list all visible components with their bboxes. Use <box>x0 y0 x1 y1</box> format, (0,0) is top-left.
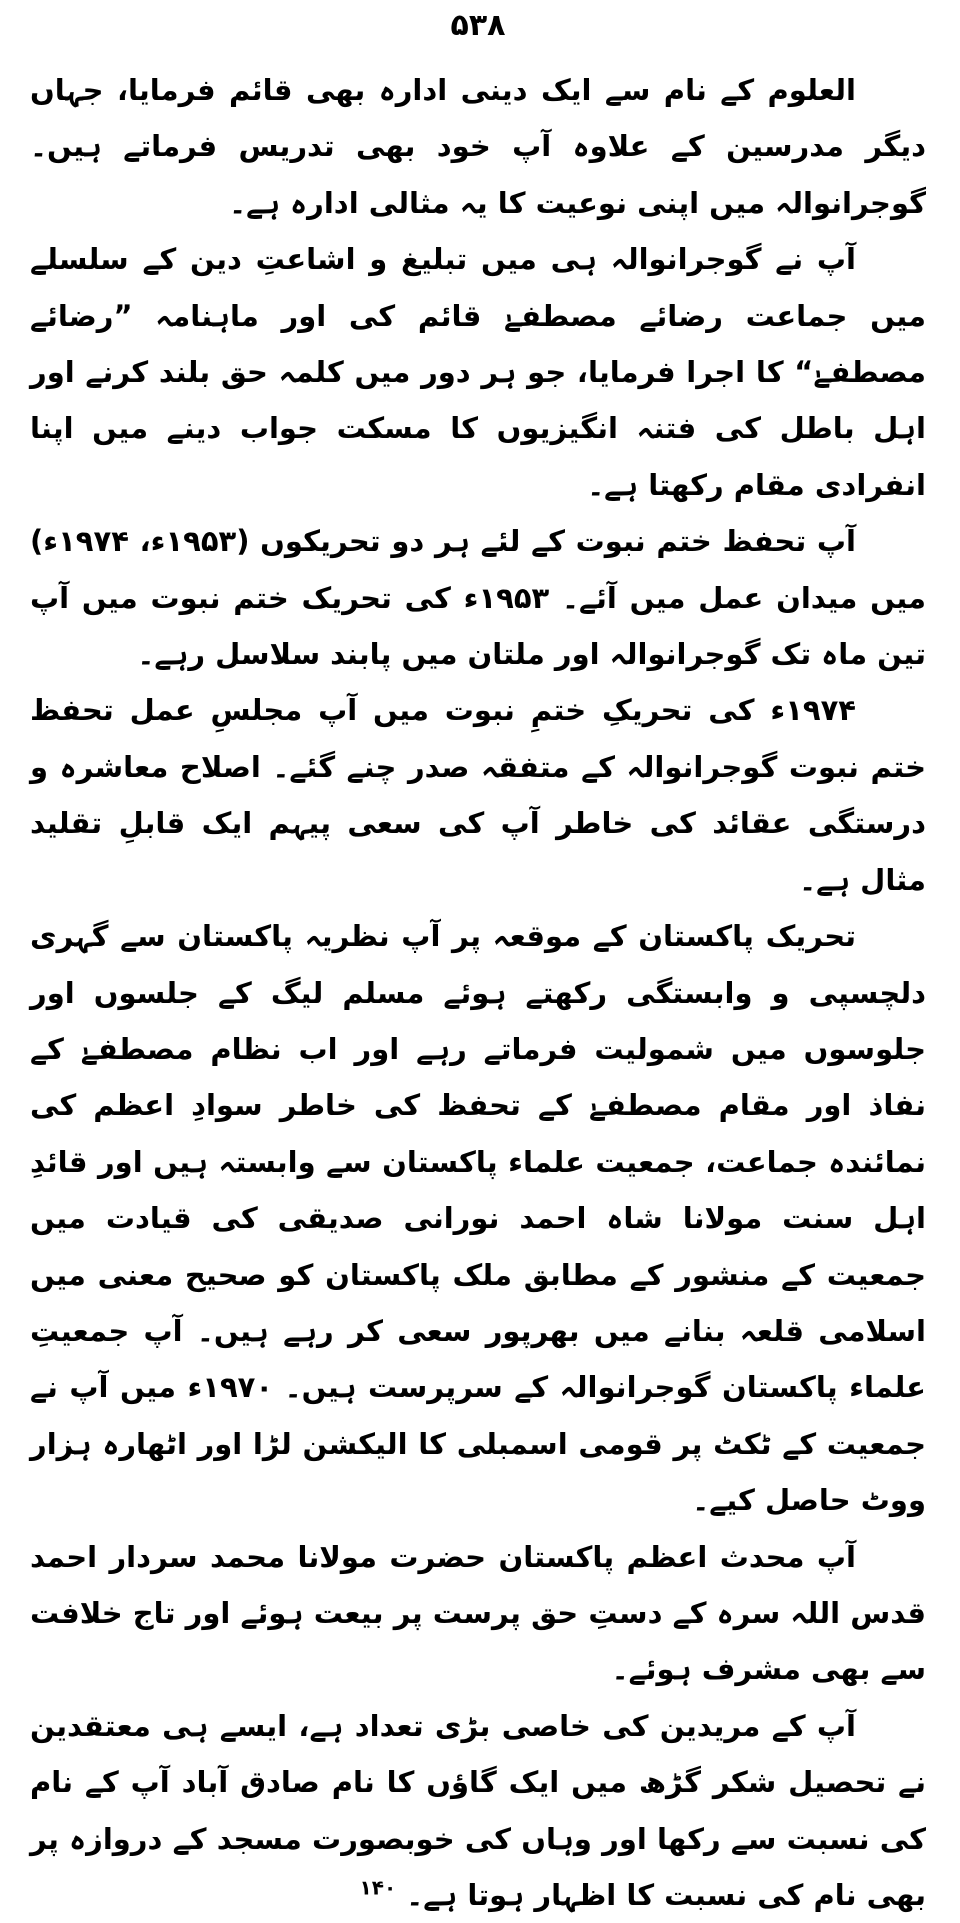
paragraph-7-text: آپ کے مریدین کی خاصی بڑی تعداد ہے، ایسے ہی معتقدین نے تحصیل شکر گڑھ میں ایک گاؤں کا نام صادق آباد آپ کے نام کی نسبت سے رکھا اور وہاں کی خوبصورت مسجد کے دروازہ پر بھی نام کی نسبت کا اظہار ہوتا ہے۔ <box>30 1708 926 1912</box>
paragraph-3: آپ تحفظ ختم نبوت کے لئے ہر دو تحریکوں (۱۹۵۳ء، ۱۹۷۴ء) میں میدان عمل میں آئے۔ ۱۹۵۳ء کی تحریک ختم نبوت میں آپ تین ماہ تک گوجرانوالہ اور ملتان میں پابند سلاسل رہے۔ <box>30 524 926 672</box>
paragraph-2: آپ نے گوجرانوالہ ہی میں تبلیغ و اشاعتِ دین کے سلسلے میں جماعت رضائے مصطفےٰ قائم کی اور ماہنامہ ”رضائے مصطفےٰ“ کا اجرا فرمایا، جو ہر دور میں کلمہ حق بلند کرنے اور اہل باطل کی فتنہ انگیزیوں کا مسکت جواب دینے میں اپنا انفرادی مقام رکھتا ہے۔ <box>30 242 926 502</box>
paragraph-5: تحریک پاکستان کے موقعہ پر آپ نظریہ پاکستان سے گہری دلچسپی و وابستگی رکھتے ہوئے مسلم لیگ کے جلسوں اور جلوسوں میں شمولیت فرماتے رہے اور اب نظام مصطفےٰ کے نفاذ اور مقام مصطفےٰ کے تحفظ کی خاطر سوادِ اعظم کی نمائندہ جماعت، جمعیت علماء پاکستان سے وابستہ ہیں اور قائدِ اہل سنت مولانا شاہ احمد نورانی صدیقی کی قیادت میں جمعیت کے منشور کے مطابق ملک پاکستان کو صحیح معنی میں اسلامی قلعہ بنانے میں بھرپور سعی کر رہے ہیں۔ آپ جمعیتِ علماء پاکستان گوجرانوالہ کے سرپرست ہیں۔ ۱۹۷۰ء میں آپ نے جمعیت کے ٹکٹ پر قومی اسمبلی کا الیکشن لڑا اور اٹھارہ ہزار ووٹ حاصل کیے۔ <box>30 919 926 1518</box>
paragraph-1: العلوم کے نام سے ایک دینی ادارہ بھی قائم فرمایا، جہاں دیگر مدرسین کے علاوہ آپ خود بھی تدریس فرماتے ہیں۔ گوجرانوالہ میں اپنی نوعیت کا یہ مثالی ادارہ ہے۔ <box>30 73 926 220</box>
paragraph-6: آپ محدث اعظم پاکستان حضرت مولانا محمد سردار احمد قدس اللہ سرہ کے دستِ حق پرست پر بیعت ہوئے اور تاج خلافت سے بھی مشرف ہوئے۔ <box>30 1539 926 1687</box>
paragraph-4: ۱۹۷۴ء کی تحریکِ ختمِ نبوت میں آپ مجلسِ عمل تحفظ ختم نبوت گوجرانوالہ کے متفقہ صدر چنے گئے۔ اصلاح معاشرہ و درستگی عقائد کی خاطر آپ کی سعی پیہم ایک قابلِ تقلید مثال ہے۔ <box>30 693 926 897</box>
page-body <box>30 62 926 1923</box>
page-number: ۵۳۸ <box>450 8 506 43</box>
paragraph-7 <box>30 1698 926 1923</box>
footnote-marker: ۱۴۰ <box>359 1875 397 1900</box>
